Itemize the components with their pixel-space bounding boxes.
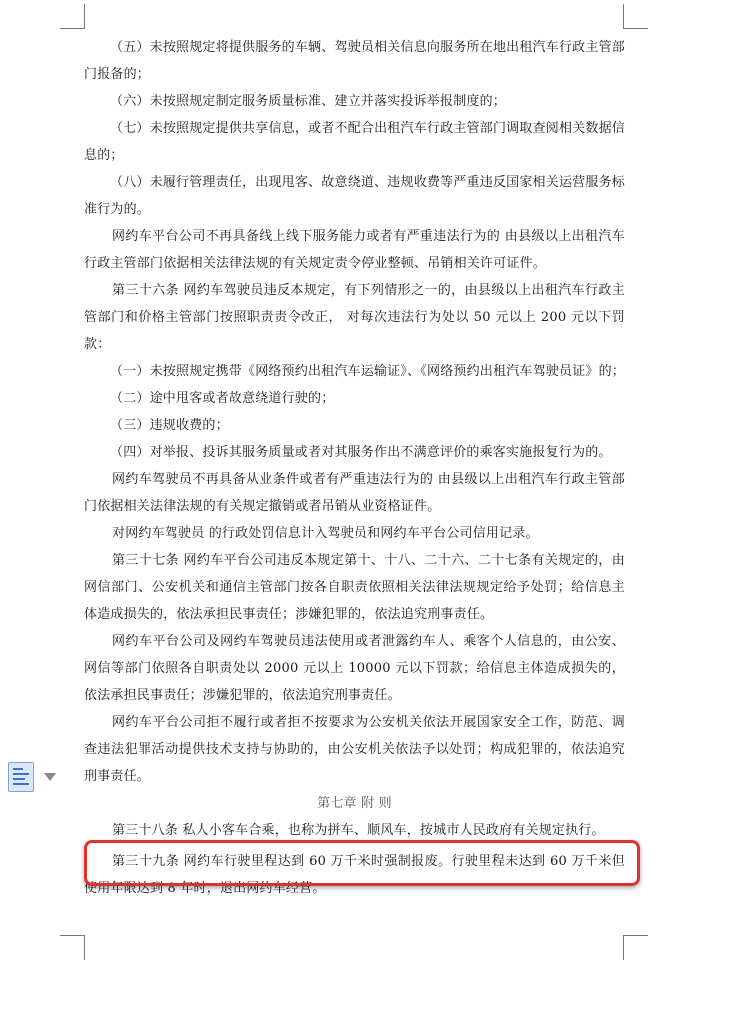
article-38: 第三十八条 私人小客车合乘，也称为拼车、顺风车，按城市人民政府有关规定执行。 xyxy=(112,823,605,838)
side-tool[interactable] xyxy=(8,762,56,792)
paragraph: （一）未按照规定携带《网络预约出租汽车运输证》、《网络预约出租汽车驾驶员证》的； xyxy=(110,364,626,379)
caret-down-icon[interactable] xyxy=(44,773,56,781)
paragraph: 网约车平台公司拒不履行或者拒不按要求为公安机关依法开展国家安全工作，防范、调查违法犯罪活动提供技术支持与协助的，由公安机关依法予以处罚；构成犯罪的，依法追究刑事责任。 xyxy=(84,715,625,784)
document-outline-icon[interactable] xyxy=(8,762,34,792)
paragraph: （七）未按照规定提供共享信息，或者不配合出租汽车行政主管部门调取查阅相关数据信息的； xyxy=(84,121,625,163)
document-body xyxy=(84,34,625,902)
paragraph: 第三十七条 网约车平台公司违反本规定第十、十八、二十六、二十七条有关规定的，由网信部门、公安机关和通信主管部门按各自职责依照相关法律法规规定给予处罚；给信息主体造成损失的，依法承担民事责任；涉嫌犯罪的，依法追究刑事责任。 xyxy=(84,553,625,622)
paragraph: 网约车平台公司不再具备线上线下服务能力或者有严重违法行为的 由县级以上出租汽车行政主管部门依据相关法律法规的有关规定责令停业整顿、吊销相关许可证件。 xyxy=(84,229,625,271)
crop-mark-bottom-left xyxy=(60,935,85,960)
paragraph: （三）违规收费的； xyxy=(110,418,229,433)
paragraph: （八）未履行管理责任，出现甩客、故意绕道、违规收费等严重违反国家相关运营服务标准行为的。 xyxy=(84,175,625,217)
paragraph: 网约车平台公司及网约车驾驶员违法使用或者泄露约车人、乘客个人信息的，由公安、网信等部门依照各自职责处以 2000 元以上 10000 元以下罚款；给信息主体造成损失的，依法承担民事责任；涉嫌犯罪的，依法追究刑事责任。 xyxy=(84,634,625,703)
crop-mark-top-right xyxy=(623,4,648,29)
paragraph: 网约车驾驶员不再具备从业条件或者有严重违法行为的 由县级以上出租汽车行政主管部门依据相关法律法规的有关规定撤销或者吊销从业资格证件。 xyxy=(84,472,625,514)
paragraph: （五）未按照规定将提供服务的车辆、驾驶员相关信息向服务所在地出租汽车行政主管部门报备的； xyxy=(84,40,625,82)
paragraph: （二）途中甩客或者故意绕道行驶的； xyxy=(110,391,335,406)
paragraph: 第三十六条 网约车驾驶员违反本规定，有下列情形之一的，由县级以上出租汽车行政主管部门和价格主管部门按照职责责令改正， 对每次违法行为处以 50 元以上 200 元以下罚款： xyxy=(84,283,625,352)
paragraph: 对网约车驾驶员 的行政处罚信息计入驾驶员和网约车平台公司信用记录。 xyxy=(112,526,539,541)
highlight-box xyxy=(84,840,640,886)
chapter-heading: 第七章 附 则 xyxy=(317,796,392,811)
crop-mark-bottom-right xyxy=(623,935,648,960)
crop-mark-top-left xyxy=(60,4,85,29)
paragraph: （六）未按照规定制定服务质量标准、建立并落实投诉举报制度的； xyxy=(110,94,507,109)
paragraph: （四）对举报、投诉其服务质量或者对其服务作出不满意评价的乘客实施报复行为的。 xyxy=(110,445,612,460)
article-39: 第三十九条 网约车行驶里程达到 60 万千米时强制报废。行驶里程未达到 60 万千米但使用年限达到 8 年时，退出网约车经营。 xyxy=(84,854,625,896)
